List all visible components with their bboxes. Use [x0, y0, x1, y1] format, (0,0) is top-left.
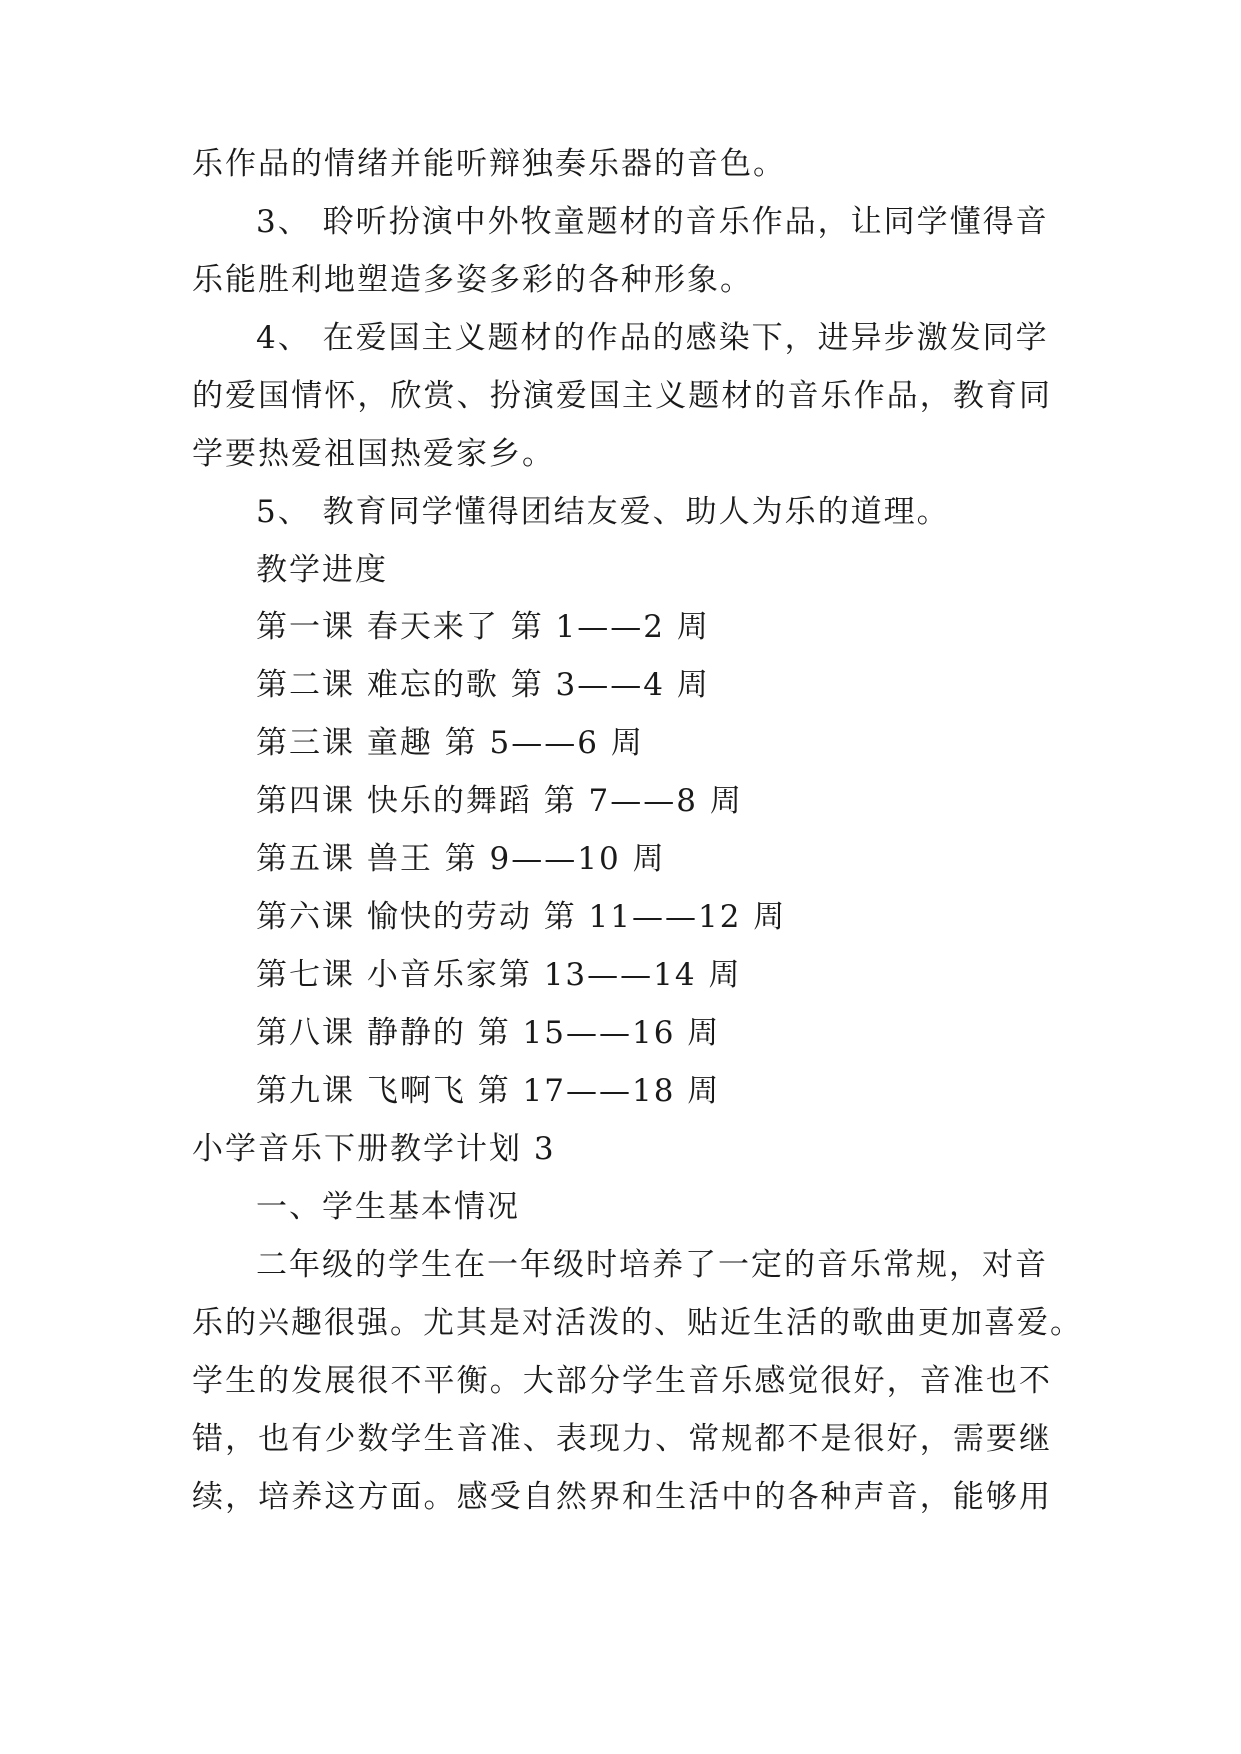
text-line: 乐作品的情绪并能听辩独奏乐器的音色。 [192, 146, 786, 182]
text-line: 学生的发展很不平衡。大部分学生音乐感觉很好，音准也不 [192, 1363, 1050, 1399]
schedule-item: 第八课 静静的 第 15——16 周 [256, 1015, 721, 1051]
schedule-item: 第一课 春天来了 第 1——2 周 [256, 609, 710, 645]
schedule-item: 第七课 小音乐家第 13——14 周 [256, 957, 742, 993]
schedule-item: 第四课 快乐的舞蹈 第 7——8 周 [256, 783, 743, 819]
document-title: 小学音乐下册教学计划 3 [192, 1131, 556, 1167]
schedule-item: 第九课 飞啊飞 第 17——18 周 [256, 1073, 721, 1109]
text-line: 3、 聆听扮演中外牧童题材的音乐作品，让同学懂得音 [256, 204, 1049, 240]
section-heading: 教学进度 [256, 552, 388, 588]
text-line: 的爱国情怀，欣赏、扮演爱国主义题材的音乐作品，教育同 [192, 378, 1050, 414]
text-line: 学要热爱祖国热爱家乡。 [192, 436, 555, 472]
text-line: 乐的兴趣很强。尤其是对活泼的、贴近生活的歌曲更加喜爱。 [192, 1305, 1083, 1341]
schedule-item: 第三课 童趣 第 5——6 周 [256, 725, 644, 761]
schedule-item: 第二课 难忘的歌 第 3——4 周 [256, 667, 710, 703]
section-heading: 一、学生基本情况 [256, 1189, 520, 1225]
text-line: 二年级的学生在一年级时培养了一定的音乐常规，对音 [256, 1247, 1048, 1283]
schedule-item: 第六课 愉快的劳动 第 11——12 周 [256, 899, 787, 935]
text-line: 续，培养这方面。感受自然界和生活中的各种声音，能够用 [192, 1479, 1050, 1515]
text-line: 错，也有少数学生音准、表现力、常规都不是很好，需要继 [192, 1421, 1050, 1457]
text-line: 乐能胜利地塑造多姿多彩的各种形象。 [192, 262, 753, 298]
text-line: 4、 在爱国主义题材的作品的感染下，进异步激发同学 [256, 320, 1049, 356]
schedule-item: 第五课 兽王 第 9——10 周 [256, 841, 666, 877]
text-line: 5、 教育同学懂得团结友爱、助人为乐的道理。 [256, 494, 950, 530]
